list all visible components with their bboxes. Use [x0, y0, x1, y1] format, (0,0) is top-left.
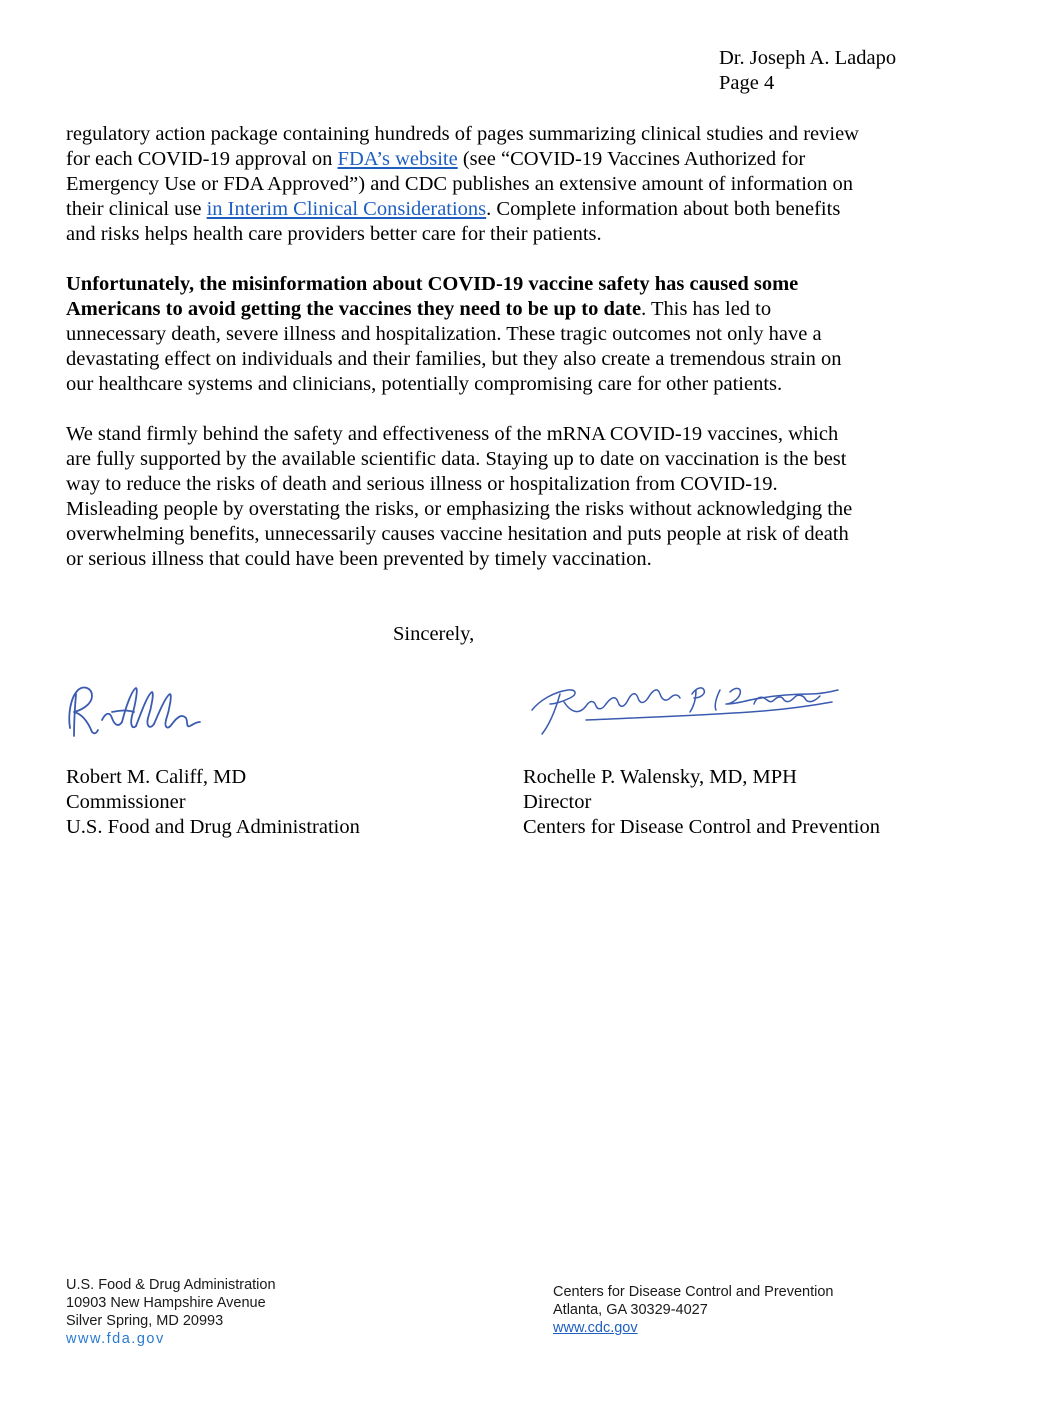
text-line: unnecessary death, severe illness and hospitalization. These tragic outcomes not only have a: [66, 323, 822, 345]
signer-title: Director: [523, 791, 592, 813]
signer-organization: Centers for Disease Control and Prevention: [523, 816, 880, 838]
footer-line: 10903 New Hampshire Avenue: [66, 1295, 266, 1311]
signer-title: Commissioner: [66, 791, 186, 813]
text-line: are fully supported by the available scientific data. Staying up to date on vaccination is the best: [66, 448, 847, 470]
text-fragment: . Complete information about both benefits: [486, 198, 841, 220]
signer-name: Robert M. Califf, MD: [66, 766, 247, 788]
signer-block-walensky: [523, 765, 880, 840]
fda-url-link[interactable]: www.fda.gov: [66, 1331, 165, 1347]
text-line: overwhelming benefits, unnecessarily causes vaccine hesitation and puts people at risk of death: [66, 523, 849, 545]
text-line: our healthcare systems and clinicians, potentially compromising care for other patients.: [66, 373, 783, 395]
footer-line: [66, 1330, 276, 1348]
signer-name: Rochelle P. Walensky, MD, MPH: [523, 766, 797, 788]
footer-line: Centers for Disease Control and Prevention: [553, 1284, 834, 1300]
paragraph-misinformation: [66, 272, 946, 397]
page-header: [719, 46, 896, 96]
paragraph-vaccine-support: [66, 422, 946, 572]
text-line: [66, 197, 946, 222]
signature-walensky: [520, 664, 860, 744]
signer-block-califf: [66, 765, 360, 840]
footer-line: [553, 1319, 833, 1337]
bold-statement: Unfortunately, the misinformation about COVID-19 vaccine safety has caused some: [66, 273, 799, 295]
text-line: or serious illness that could have been prevented by timely vaccination.: [66, 548, 652, 570]
closing-salutation: Sincerely,: [393, 623, 475, 645]
text-line: [66, 147, 946, 172]
signature-califf: [62, 676, 252, 746]
interim-clinical-considerations-link[interactable]: in Interim Clinical Considerations: [206, 198, 487, 220]
text-line: way to reduce the risks of death and serious illness or hospitalization from COVID-19.: [66, 473, 778, 495]
page-number: Page 4: [719, 72, 775, 94]
text-fragment: (see “COVID-19 Vaccines Authorized for: [457, 148, 806, 170]
paragraph-regulatory-info: [66, 122, 946, 247]
fda-footer-address: [66, 1276, 276, 1348]
text-line: [66, 272, 946, 297]
text-line: and risks helps health care providers better care for their patients.: [66, 223, 602, 245]
footer-line: U.S. Food & Drug Administration: [66, 1277, 276, 1293]
bold-statement: Americans to avoid getting the vaccines they need to be up to date: [66, 298, 642, 320]
text-fragment: their clinical use: [66, 198, 207, 220]
text-line: regulatory action package containing hundreds of pages summarizing clinical studies and review: [66, 123, 859, 145]
text-line: Emergency Use or FDA Approved”) and CDC publishes an extensive amount of information on: [66, 173, 854, 195]
text-fragment: . This has led to: [641, 298, 772, 320]
text-line: Misleading people by overstating the risks, or emphasizing the risks without acknowledging the: [66, 498, 853, 520]
text-line: [66, 297, 946, 322]
text-line: devastating effect on individuals and their families, but they also create a tremendous strain on: [66, 348, 842, 370]
signer-organization: U.S. Food and Drug Administration: [66, 816, 360, 838]
cdc-footer-address: [553, 1283, 833, 1337]
cdc-url-link[interactable]: www.cdc.gov: [553, 1320, 638, 1336]
text-line: We stand firmly behind the safety and effectiveness of the mRNA COVID-19 vaccines, which: [66, 423, 839, 445]
fda-website-link[interactable]: FDA’s website: [337, 148, 458, 170]
recipient-name: Dr. Joseph A. Ladapo: [719, 47, 897, 69]
footer-line: Silver Spring, MD 20993: [66, 1313, 224, 1329]
footer-line: Atlanta, GA 30329-4027: [553, 1302, 708, 1318]
text-fragment: for each COVID-19 approval on: [66, 148, 338, 170]
